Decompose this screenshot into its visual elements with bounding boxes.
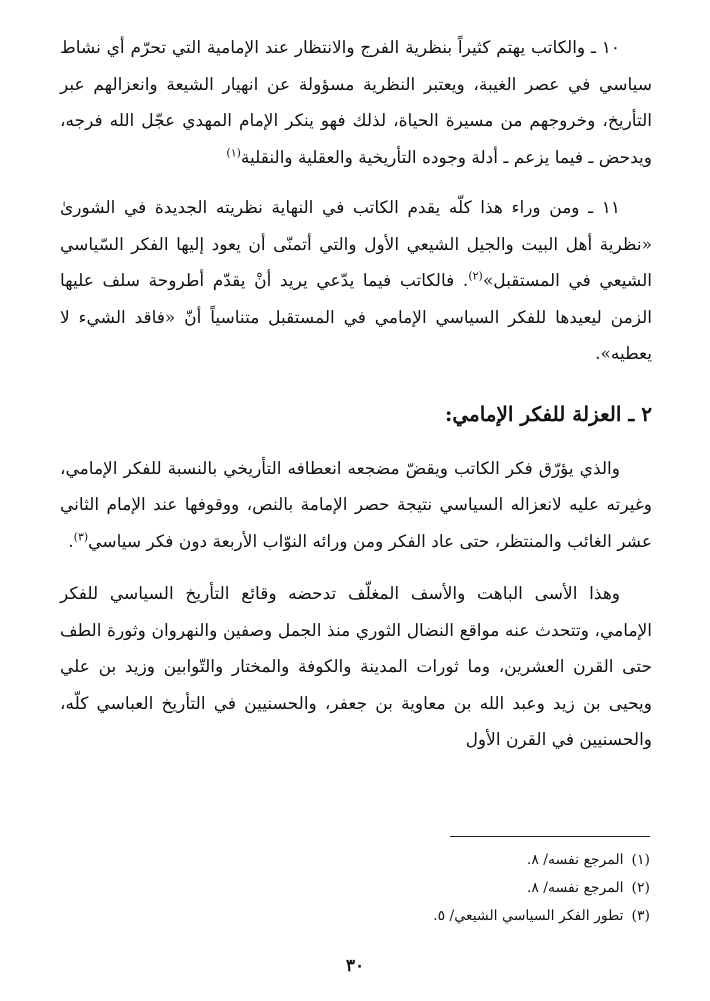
footnote-ref-2[interactable]: (٢) (468, 269, 483, 283)
paragraph-isolation-text: والذي يؤرّق فكر الكاتب ويقضّ مضجعه انعطافه التأريخي بالنسبة للفكر الإمامي، وغيرته عليه لانعزاله السياسي نتيجة حصر الإمامة بالنص، ووقوفها عند الإمام الثاني عشر الغائب والمنتظر، حتى عاد الفكر ومن ورائه النوّاب الأربعة دون فكر سياسي (60, 458, 652, 552)
footnote-number: (٢) (631, 880, 650, 896)
paragraph-11-text-b: . فالكاتب فيما يدّعي يريد أنْ يقدّم أطروحة سلف عليها الزمن ليعيدها للفكر السياسي الإمامي في المستقبل متناسياً أنّ «فاقد الشيء لا يعطيه». (60, 271, 652, 364)
footnote-divider (450, 836, 650, 837)
paragraph-history-text: وهذا الأسى الباهت والأسف المغلّف تدحضه وقائع التأريخ السياسي للفكر الإمامي، وتتحدث عنه مواقع النضال الثوري منذ الجمل وصفين والنهروان وثورة الطف حتى القرن العشرين، وما ثورات المدينة والكوفة والمختار والتّوابين وزيد بن علي ويحيى بن زيد وعبد الله بن معاوية بن جعفر، والحسنيين في التأريخ العباسي كلّه، والحسنيين في القرن الأول (60, 584, 652, 750)
footnote-text: المرجع نفسه/ ٨. (526, 880, 624, 896)
page-body (60, 30, 652, 759)
paragraph-10-text: ١٠ ـ والكاتب يهتم كثيراً بنظرية الفرج والانتظار عند الإمامية التي تحرّم أي نشاط سياسي في عصر الغيبة، ويعتبر النظرية مسؤولة عن انهيار الشيعة وانعزالهم عبر التأريخ، وخروجهم من مسيرة الحياة، لذلك فهو ينكر الإمام المهدي عجّل الله فرجه، ويدحض ـ فيما يزعم ـ أدلة وجوده التأريخية والعقلية والنقلية (60, 38, 652, 168)
footnote-item (250, 874, 650, 902)
paragraph-history (60, 576, 652, 759)
footnote-number: (١) (631, 852, 650, 868)
footnote-number: (٣) (631, 908, 650, 924)
footnote-text: تطور الفكر السياسي الشيعي/ ٥. (433, 908, 624, 924)
paragraph-11-text-a: ١١ ـ ومن وراء هذا كلّه يقدم الكاتب في النهاية نظريته الجديدة في الشورىٰ «نظرية أهل البيت والجيل الشيعي الأول والتي أتمنّى أن يعود إليها الفكر السّياسي الشيعي في المستقبل» (60, 198, 652, 291)
footnote-ref-1[interactable]: (١) (226, 145, 241, 159)
paragraph-isolation-tail: . (68, 531, 74, 552)
footnote-text: المرجع نفسه/ ٨. (526, 852, 624, 868)
footnote-ref-3[interactable]: (٣) (73, 529, 89, 543)
paragraph-isolation (60, 451, 652, 561)
page-number: ٣٠ (345, 956, 365, 976)
footnote-item (250, 902, 650, 930)
footnotes (250, 846, 650, 930)
paragraph-11 (60, 190, 652, 373)
footnote-item (250, 846, 650, 874)
section-heading: ٢ ـ العزلة للفكر الإمامي: (444, 401, 652, 426)
paragraph-10 (60, 30, 652, 176)
